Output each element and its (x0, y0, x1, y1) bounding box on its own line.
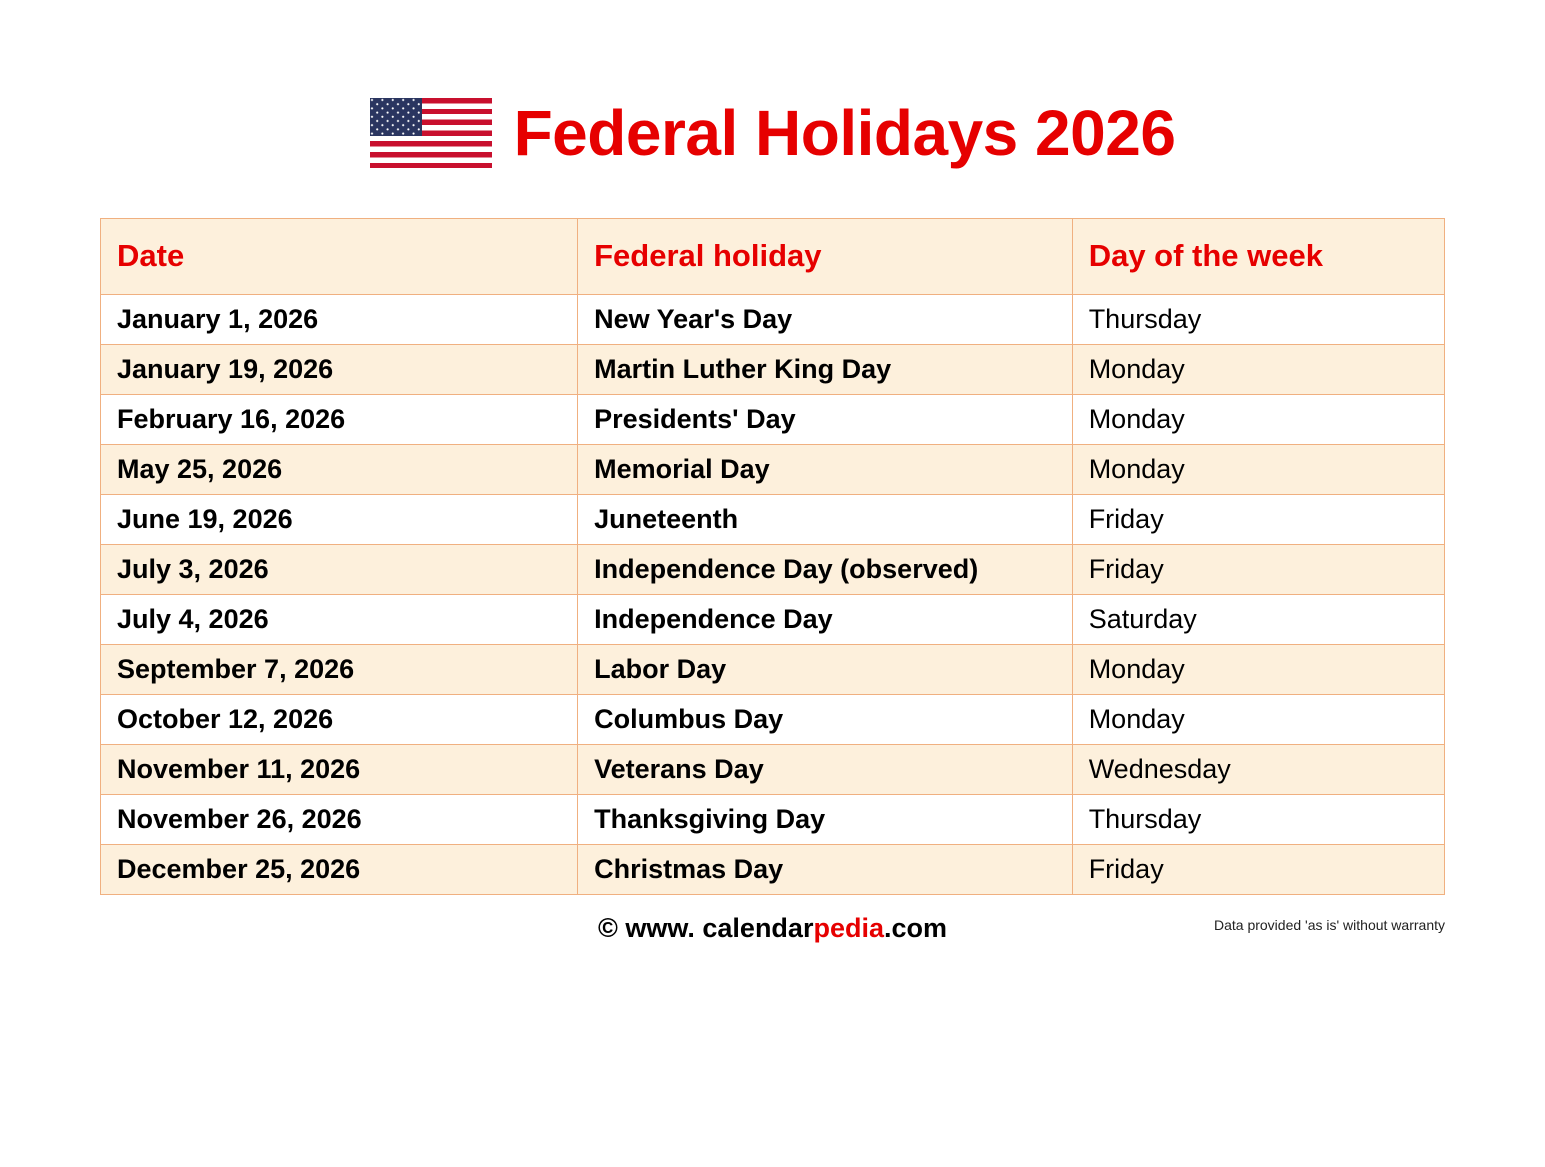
cell-holiday: Presidents' Day (578, 394, 1073, 444)
disclaimer-text: Data provided 'as is' without warranty (1213, 916, 1445, 933)
us-flag-icon (370, 98, 492, 168)
brand-tld: .com (883, 912, 948, 943)
cell-dayofweek: Friday (1072, 494, 1444, 544)
cell-dayofweek: Thursday (1072, 294, 1444, 344)
cell-holiday: Veterans Day (578, 744, 1073, 794)
cell-holiday: New Year's Day (578, 294, 1073, 344)
table-row (101, 444, 1445, 494)
table-row (101, 294, 1445, 344)
page-footer (0, 911, 1545, 961)
cell-date: June 19, 2026 (101, 494, 578, 544)
table-row (101, 844, 1445, 894)
cell-date: December 25, 2026 (101, 844, 578, 894)
cell-dayofweek: Thursday (1072, 794, 1444, 844)
page-header (0, 0, 1545, 218)
copyright-prefix: © www. (597, 912, 703, 943)
table-row (101, 694, 1445, 744)
flag-stars (370, 98, 422, 136)
cell-dayofweek: Monday (1072, 394, 1444, 444)
brand-pedia: pedia (813, 912, 884, 943)
cell-holiday: Memorial Day (578, 444, 1073, 494)
table-row (101, 794, 1445, 844)
table-body (101, 294, 1445, 894)
table-row (101, 544, 1445, 594)
cell-holiday: Columbus Day (578, 694, 1073, 744)
cell-date: November 11, 2026 (101, 744, 578, 794)
cell-holiday: Independence Day (578, 594, 1073, 644)
cell-date: October 12, 2026 (101, 694, 578, 744)
cell-dayofweek: Friday (1072, 544, 1444, 594)
brand-calendar: calendar (702, 912, 814, 943)
cell-date: July 3, 2026 (101, 544, 578, 594)
holidays-table-container (0, 218, 1545, 895)
cell-holiday: Christmas Day (578, 844, 1073, 894)
cell-dayofweek: Monday (1072, 694, 1444, 744)
table-header-row (101, 218, 1445, 294)
table-row (101, 394, 1445, 444)
cell-date: January 1, 2026 (101, 294, 578, 344)
column-header-date: Date (101, 218, 578, 294)
cell-holiday: Juneteenth (578, 494, 1073, 544)
cell-holiday: Martin Luther King Day (578, 344, 1073, 394)
table-row (101, 594, 1445, 644)
cell-date: January 19, 2026 (101, 344, 578, 394)
cell-dayofweek: Friday (1072, 844, 1444, 894)
table-header (101, 218, 1445, 294)
cell-date: July 4, 2026 (101, 594, 578, 644)
column-header-dayofweek: Day of the week (1072, 218, 1444, 294)
cell-date: May 25, 2026 (101, 444, 578, 494)
cell-dayofweek: Saturday (1072, 594, 1444, 644)
page-title: Federal Holidays 2026 (513, 96, 1176, 169)
cell-date: September 7, 2026 (101, 644, 578, 694)
cell-date: November 26, 2026 (101, 794, 578, 844)
table-row (101, 644, 1445, 694)
cell-dayofweek: Wednesday (1072, 744, 1444, 794)
table-row (101, 494, 1445, 544)
table-row (101, 344, 1445, 394)
cell-holiday: Independence Day (observed) (578, 544, 1073, 594)
table-row (101, 744, 1445, 794)
column-header-holiday: Federal holiday (578, 218, 1073, 294)
cell-dayofweek: Monday (1072, 344, 1444, 394)
cell-dayofweek: Monday (1072, 644, 1444, 694)
cell-date: February 16, 2026 (101, 394, 578, 444)
cell-holiday: Labor Day (578, 644, 1073, 694)
cell-dayofweek: Monday (1072, 444, 1444, 494)
cell-holiday: Thanksgiving Day (578, 794, 1073, 844)
holidays-table (100, 218, 1445, 895)
